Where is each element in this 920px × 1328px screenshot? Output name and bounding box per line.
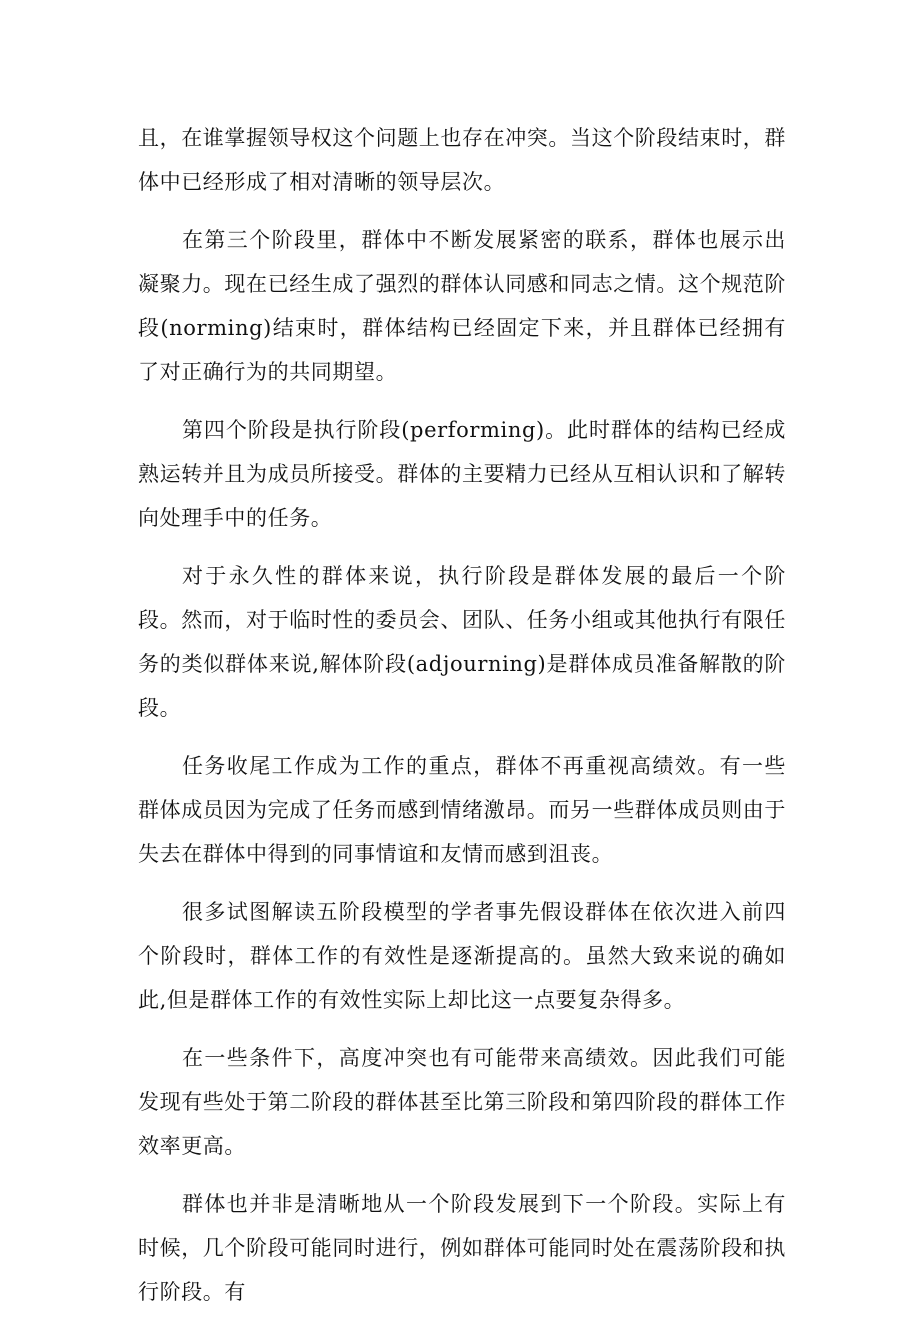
paragraph-4: 对于永久性的群体来说，执行阶段是群体发展的最后一个阶段。然而，对于临时性的委员会、团队、任务小组或其他执行有限任务的类似群体来说,解体阶段(adjourning)是群体成员准备解散的阶段。 bbox=[138, 564, 786, 720]
paragraph-1: 且，在谁掌握领导权这个问题上也存在冲突。当这个阶段结束时，群体中已经形成了相对清晰的领导层次。 bbox=[138, 126, 786, 194]
paragraph-8: 群体也并非是清晰地从一个阶段发展到下一个阶段。实际上有时候，几个阶段可能同时进行，例如群体可能同时处在震荡阶段和执行阶段。有 bbox=[138, 1192, 786, 1304]
paragraph-3: 第四个阶段是执行阶段(performing)。此时群体的结构已经成熟运转并且为成员所接受。群体的主要精力已经从互相认识和了解转向处理手中的任务。 bbox=[138, 418, 786, 530]
paragraph-5: 任务收尾工作成为工作的重点，群体不再重视高绩效。有一些群体成员因为完成了任务而感到情绪激昂。而另一些群体成员则由于失去在群体中得到的同事情谊和友情而感到沮丧。 bbox=[138, 754, 786, 866]
paragraph-2: 在第三个阶段里，群体中不断发展紧密的联系，群体也展示出凝聚力。现在已经生成了强烈的群体认同感和同志之情。这个规范阶段(norming)结束时，群体结构已经固定下来，并且群体已经拥有了对正确行为的共同期望。 bbox=[138, 228, 786, 384]
document-body bbox=[138, 116, 786, 1328]
paragraph-7: 在一些条件下，高度冲突也有可能带来高绩效。因此我们可能发现有些处于第二阶段的群体甚至比第三阶段和第四阶段的群体工作效率更高。 bbox=[138, 1046, 786, 1158]
paragraph-6: 很多试图解读五阶段模型的学者事先假设群体在依次进入前四个阶段时，群体工作的有效性是逐渐提高的。虽然大致来说的确如此,但是群体工作的有效性实际上却比这一点要复杂得多。 bbox=[138, 900, 786, 1012]
